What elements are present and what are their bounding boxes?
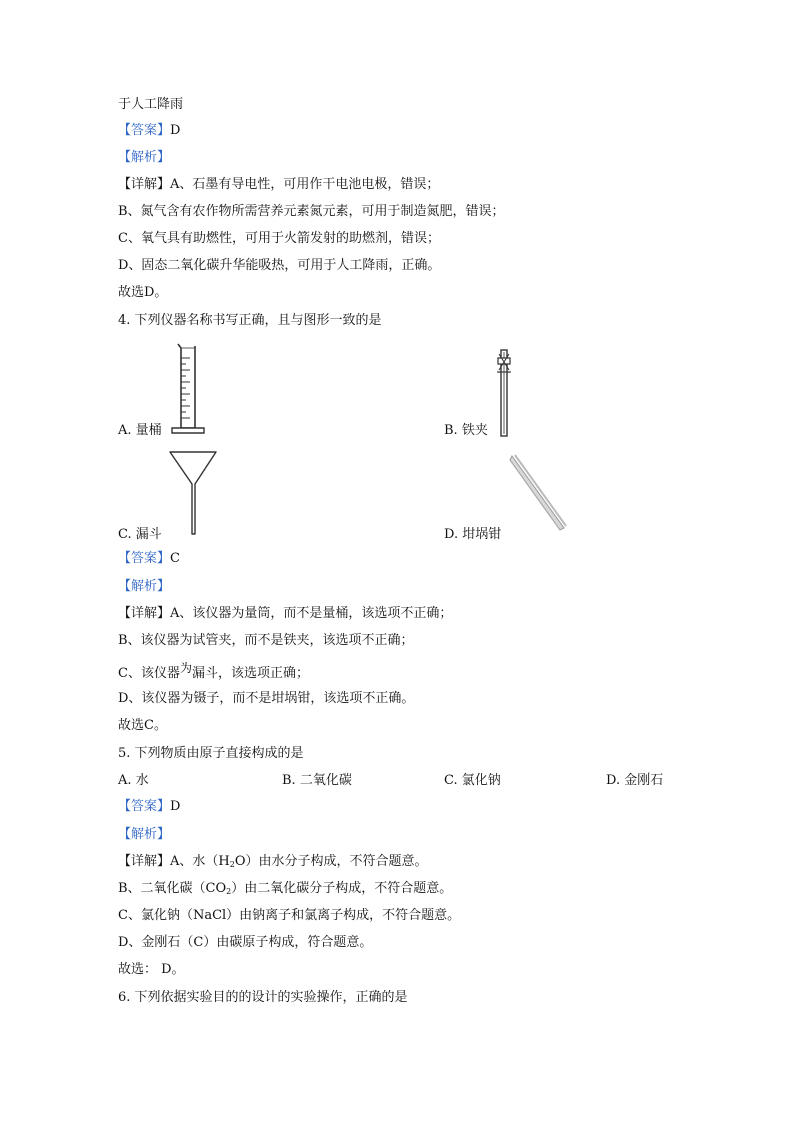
q5-detail-line-d: D、金刚石（C）由碳原子构成，符合题意。 [118,935,373,950]
q5-option-c: C. 氯化钠 [444,773,501,788]
q5-detail-line-c: C、氯化钠（NaCl）由钠离子和氯离子构成，不符合题意。 [118,908,461,923]
answer-tag: 【答案】 [118,551,171,566]
q3-detail-line-a: 【详解】A、石墨有导电性，可用作干电池电极，错误； [118,177,440,192]
q5-answer [118,798,180,816]
q4-stem: 4. 下列仪器名称书写正确，且与图形一致的是 [118,313,382,328]
q3-conclusion: 故选D。 [118,285,168,300]
answer-tag: 【答案】 [118,123,171,138]
q4-answer [118,550,180,568]
answer-value: D [170,799,181,814]
q5-detail-line-a: 【详解】A、水$(H_2O)$由水分子构成，不符合题意。 [118,854,428,869]
q5-detail-line-b: B、二氧化碳$(CO_2)$由二氧化碳分子构成，不符合题意。 [118,881,453,896]
q5-option-b: B. 二氧化碳 [282,773,352,788]
answer-value: C [170,551,180,566]
q4-detail-line-d: D、该仪器为镊子，而不是坩埚钳，该选项不正确。 [118,691,415,706]
detail-tag: 【详解】 [118,854,171,869]
tweezers-figure [506,452,570,534]
graduated-cylinder-figure [168,342,208,438]
q5-option-a: A. 水 [118,773,149,788]
q3-detail-line-d: D、固态二氧化碳升华能吸热，可用于人工降雨，正确。 [118,258,441,273]
q3-answer [118,122,180,140]
q4-conclusion: 故选C。 [118,718,167,733]
q4-option-c: C. 漏斗 [118,527,162,542]
q3-analysis-tag: 【解析】 [118,150,171,165]
detail-tag: 【详解】 [118,177,171,192]
q3-detail-line-c: C、氧气具有助燃性，可用于火箭发射的助燃剂，错误； [118,231,440,246]
q4-detail-line-c: C、该仪器为漏斗，该选项正确； [118,661,309,681]
q4-analysis-tag: 【解析】 [118,579,171,594]
q5-stem: 5. 下列物质由原子直接构成的是 [118,746,304,761]
q3-detail-line-b: B、氮气含有农作物所需营养元素氮元素，可用于制造氮肥，错误； [118,204,505,219]
q4-detail-line-a: 【详解】A、该仪器为量筒，而不是量桶，该选项不正确； [118,606,453,621]
q5-analysis-tag: 【解析】 [118,827,171,842]
detail-tag: 【详解】 [118,606,171,621]
q5-option-d: D. 金刚石 [606,773,664,788]
answer-tag: 【答案】 [118,799,171,814]
q3-top-line: 于人工降雨 [118,97,184,112]
q4-option-b: B. 铁夹 [444,423,488,438]
q4-option-d: D. 坩埚钳 [444,527,502,542]
q4-detail-line-b: B、该仪器为试管夹，而不是铁夹，该选项不正确； [118,633,414,648]
answer-value: D [170,123,181,138]
test-tube-clamp-figure [494,348,514,438]
funnel-figure [168,448,218,536]
q4-option-a: A. 量桶 [118,423,162,438]
q6-stem: 6. 下列依据实验目的的设计的实验操作，正确的是 [118,990,408,1005]
q5-conclusion: 故选： D。 [118,962,185,977]
